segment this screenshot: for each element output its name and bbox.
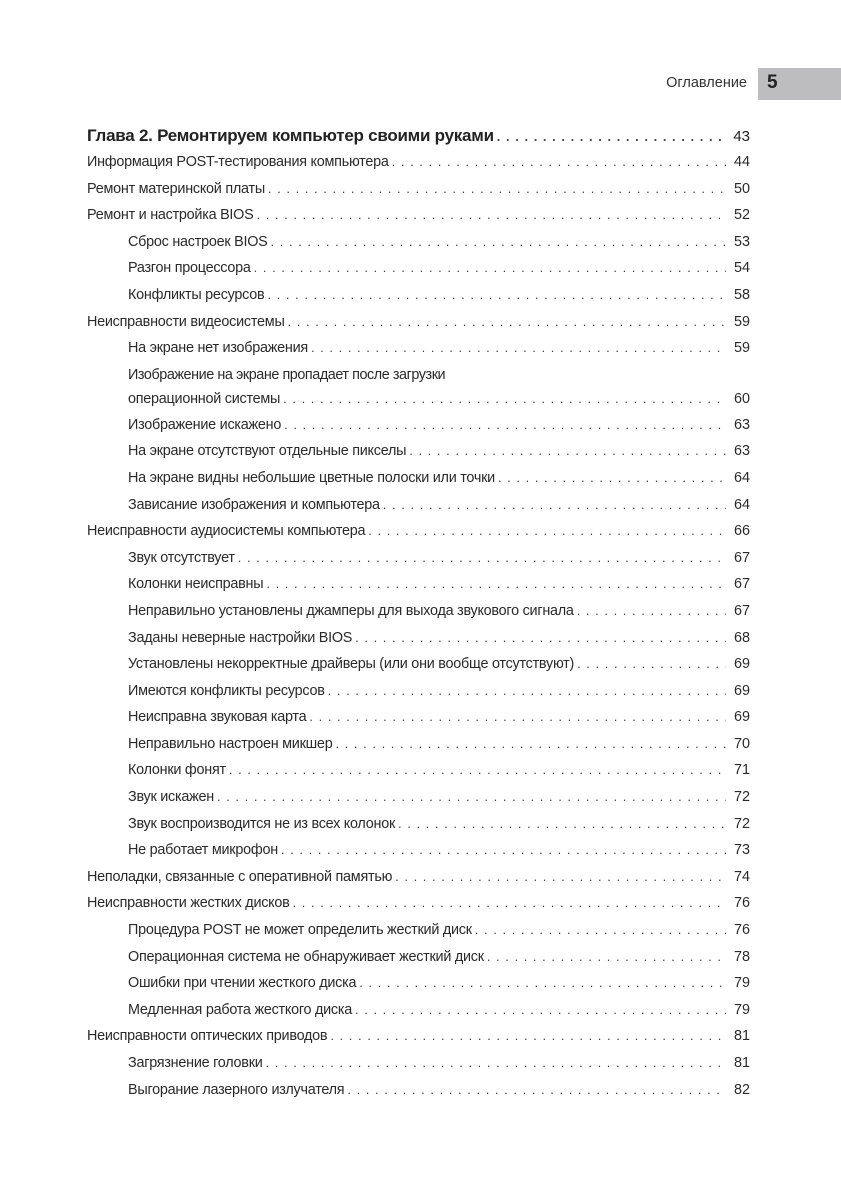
leader-dots bbox=[284, 417, 726, 433]
toc-page-number: 59 bbox=[733, 313, 750, 330]
toc-entry[interactable] bbox=[87, 1002, 750, 1029]
leader-dots bbox=[229, 762, 726, 778]
toc-entry[interactable] bbox=[87, 443, 750, 470]
leader-dots bbox=[398, 816, 726, 832]
toc-entry-title: Ремонт материнской платы bbox=[87, 180, 265, 197]
toc-entry[interactable] bbox=[87, 550, 750, 577]
toc-entry[interactable] bbox=[87, 895, 750, 922]
toc-entry-title: Операционная система не обнаруживает жесткий диск bbox=[128, 948, 484, 965]
toc-entry[interactable] bbox=[87, 154, 750, 181]
running-head-title: Оглавление bbox=[666, 75, 747, 91]
toc-entry-title: Не работает микрофон bbox=[128, 842, 278, 859]
leader-dots bbox=[392, 154, 726, 170]
toc-entry[interactable] bbox=[87, 683, 750, 710]
toc-entry-title: Информация POST-тестирования компьютера bbox=[87, 154, 389, 170]
toc-entry[interactable] bbox=[87, 842, 750, 869]
toc-page-number: 69 bbox=[733, 656, 750, 673]
toc-page-number: 81 bbox=[733, 1055, 750, 1071]
leader-dots bbox=[283, 391, 726, 407]
toc-page-number: 78 bbox=[733, 948, 750, 965]
toc-page-number: 44 bbox=[733, 154, 750, 170]
toc-entry-title: Звук искажен bbox=[128, 789, 214, 806]
toc-page-number: 43 bbox=[733, 128, 750, 145]
toc-page-number: 59 bbox=[733, 340, 750, 357]
toc-entry-title: Выгорание лазерного излучателя bbox=[128, 1081, 345, 1098]
toc-entry-title: Неправильно установлены джамперы для выхода звукового сигнала bbox=[128, 602, 574, 619]
toc-entry-title: Звук воспроизводится не из всех колонок bbox=[128, 815, 395, 832]
toc-entry-title: Процедура POST не может определить жесткий диск bbox=[128, 922, 472, 939]
toc-entry[interactable] bbox=[87, 709, 750, 736]
toc-entry-title: Неисправности оптических приводов bbox=[87, 1028, 328, 1045]
leader-dots bbox=[266, 1055, 726, 1071]
toc-entry-title: На экране нет изображения bbox=[128, 340, 308, 357]
toc-entry-title: Неправильно настроен микшер bbox=[128, 735, 333, 752]
toc-entry[interactable] bbox=[87, 656, 750, 683]
toc-entry[interactable] bbox=[87, 314, 750, 341]
leader-dots bbox=[330, 1028, 726, 1044]
toc-entry[interactable] bbox=[87, 1082, 750, 1109]
toc-page-number: 66 bbox=[733, 523, 750, 540]
leader-dots bbox=[238, 550, 726, 566]
toc-page-number: 79 bbox=[733, 975, 750, 992]
toc-entry-title: Установлены некорректные драйверы (или они вообще отсутствуют) bbox=[128, 656, 575, 673]
toc-entry[interactable] bbox=[87, 869, 750, 896]
leader-dots bbox=[328, 683, 726, 699]
toc-entry-title-continued: операционной системы bbox=[128, 390, 281, 407]
toc-entry-title: Медленная работа жесткого диска bbox=[128, 1001, 352, 1018]
toc-page-number: 72 bbox=[733, 789, 750, 806]
leader-dots bbox=[267, 287, 726, 303]
leader-dots bbox=[256, 207, 726, 223]
toc-entry[interactable] bbox=[87, 630, 750, 657]
leader-dots bbox=[309, 709, 726, 725]
toc-chapter-entry[interactable] bbox=[87, 126, 750, 154]
toc-entry-title: Ошибки при чтении жесткого диска bbox=[128, 975, 357, 992]
leader-dots bbox=[271, 234, 726, 250]
toc-entry[interactable] bbox=[87, 367, 750, 417]
toc-entry-title: Изображение на экране пропадает после загрузки bbox=[128, 366, 446, 383]
leader-dots bbox=[475, 922, 726, 938]
leader-dots bbox=[281, 842, 726, 858]
leader-dots bbox=[359, 975, 726, 991]
leader-dots bbox=[395, 869, 726, 885]
leader-dots bbox=[487, 949, 726, 965]
leader-dots bbox=[335, 736, 726, 752]
leader-dots bbox=[347, 1082, 726, 1098]
toc-page-number: 52 bbox=[733, 207, 750, 224]
toc-entry-title: Имеются конфликты ресурсов bbox=[128, 682, 325, 699]
toc-entry[interactable] bbox=[87, 260, 750, 287]
toc-entry-title: Неисправности жестких дисков bbox=[87, 895, 290, 912]
toc-entry[interactable] bbox=[87, 762, 750, 789]
leader-dots bbox=[355, 1002, 726, 1018]
toc-page-number: 63 bbox=[733, 443, 750, 460]
toc-entry[interactable] bbox=[87, 470, 750, 497]
toc-entry[interactable] bbox=[87, 523, 750, 550]
leader-dots bbox=[498, 470, 726, 486]
toc-entry[interactable] bbox=[87, 975, 750, 1002]
toc-entry[interactable] bbox=[87, 736, 750, 763]
toc-page-number: 67 bbox=[733, 602, 750, 619]
leader-dots bbox=[368, 523, 726, 539]
leader-dots bbox=[217, 789, 726, 805]
leader-dots bbox=[355, 630, 726, 646]
toc-page-number: 64 bbox=[733, 496, 750, 513]
toc-entry[interactable] bbox=[87, 789, 750, 816]
toc-entry-title: Зависание изображения и компьютера bbox=[128, 496, 380, 513]
toc-page-number: 79 bbox=[733, 1001, 750, 1018]
leader-dots bbox=[577, 656, 726, 672]
toc-entry-title: Изображение искажено bbox=[128, 416, 282, 433]
toc-page-number: 72 bbox=[733, 815, 750, 832]
toc-page-number: 54 bbox=[733, 260, 750, 277]
toc-entry[interactable] bbox=[87, 181, 750, 208]
toc-page-number: 69 bbox=[733, 682, 750, 699]
leader-dots bbox=[409, 443, 726, 459]
toc-page-number: 50 bbox=[733, 180, 750, 197]
toc-entry-title: На экране отсутствуют отдельные пикселы bbox=[128, 443, 407, 460]
leader-dots bbox=[497, 129, 726, 145]
toc-page-number: 67 bbox=[733, 576, 750, 593]
toc-entry-title: Загрязнение головки bbox=[128, 1055, 263, 1071]
page-number: 5 bbox=[767, 72, 778, 93]
toc-page-number: 53 bbox=[733, 233, 750, 250]
toc-entry[interactable] bbox=[87, 922, 750, 949]
toc-entry[interactable] bbox=[87, 949, 750, 976]
leader-dots bbox=[268, 181, 726, 197]
toc-page-number: 68 bbox=[733, 629, 750, 646]
toc-entry-title: Неисправности аудиосистемы компьютера bbox=[87, 523, 366, 540]
toc-entry-title: Неисправна звуковая карта bbox=[128, 709, 307, 726]
leader-dots bbox=[577, 603, 726, 619]
leader-dots bbox=[293, 895, 726, 911]
toc-page-number: 63 bbox=[733, 416, 750, 433]
leader-dots bbox=[254, 260, 726, 276]
running-head bbox=[0, 68, 841, 100]
toc-entry-title: Колонки неисправны bbox=[128, 576, 264, 593]
toc-entry[interactable] bbox=[87, 1055, 750, 1082]
toc-entry[interactable] bbox=[87, 576, 750, 603]
toc-page-number: 71 bbox=[733, 762, 750, 779]
toc-entry[interactable] bbox=[87, 287, 750, 314]
toc-entry-title: На экране видны небольшие цветные полоски или точки bbox=[128, 469, 495, 486]
toc-page-number: 82 bbox=[733, 1081, 750, 1098]
toc-page-number: 58 bbox=[733, 286, 750, 303]
toc-entry-title: Колонки фонят bbox=[128, 762, 226, 779]
toc-entry-title: Звук отсутствует bbox=[128, 549, 235, 566]
toc-entry[interactable] bbox=[87, 417, 750, 444]
toc-entry[interactable] bbox=[87, 340, 750, 367]
toc-page-number: 76 bbox=[733, 922, 750, 939]
toc-entry-continuation bbox=[128, 391, 750, 417]
toc-page-number: 69 bbox=[733, 709, 750, 726]
toc-page-number: 64 bbox=[733, 469, 750, 486]
toc-entry-title: Неисправности видеосистемы bbox=[87, 313, 285, 330]
toc-entry[interactable] bbox=[87, 603, 750, 630]
toc-page-number: 76 bbox=[733, 895, 750, 912]
toc-chapter-title: Глава 2. Ремонтируем компьютер своими руками bbox=[87, 126, 494, 145]
leader-dots bbox=[383, 497, 726, 513]
toc-entry-title: Сброс настроек BIOS bbox=[128, 233, 268, 250]
toc-page-number: 60 bbox=[733, 390, 750, 407]
toc-page-number: 74 bbox=[733, 868, 750, 885]
toc-entry-title: Ремонт и настройка BIOS bbox=[87, 207, 254, 224]
toc-entry-title: Разгон процессора bbox=[128, 260, 251, 277]
toc-entry[interactable] bbox=[87, 497, 750, 524]
toc-entry[interactable] bbox=[87, 816, 750, 843]
toc-entry-title: Конфликты ресурсов bbox=[128, 286, 265, 303]
page-number-tab bbox=[758, 68, 841, 100]
toc-page-number: 70 bbox=[733, 735, 750, 752]
toc-entry[interactable] bbox=[87, 1028, 750, 1055]
leader-dots bbox=[288, 314, 726, 330]
toc-entry-title: Заданы неверные настройки BIOS bbox=[128, 629, 353, 646]
toc-entry[interactable] bbox=[87, 234, 750, 261]
toc-entry[interactable] bbox=[87, 207, 750, 234]
toc-page-number: 81 bbox=[733, 1028, 750, 1045]
table-of-contents bbox=[87, 126, 750, 1108]
leader-dots bbox=[266, 576, 726, 592]
toc-page-number: 67 bbox=[733, 549, 750, 566]
leader-dots bbox=[311, 340, 726, 356]
toc-page-number: 73 bbox=[733, 842, 750, 859]
toc-entry-title: Неполадки, связанные с оперативной памятью bbox=[87, 868, 393, 885]
